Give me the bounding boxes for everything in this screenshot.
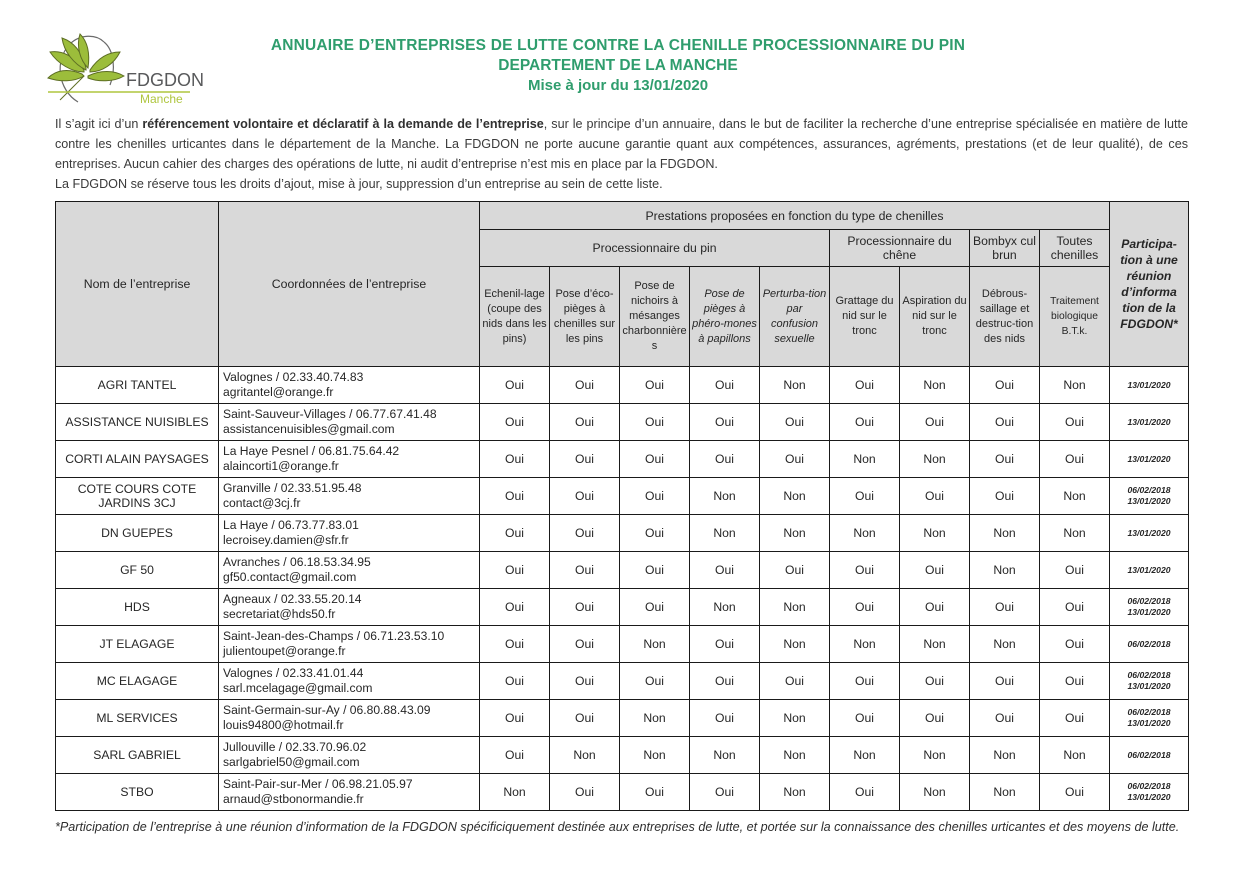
prestation-value-cell: Non [690, 478, 760, 515]
prestation-value-cell: Oui [830, 663, 900, 700]
participation-date: 13/01/2020 [1127, 527, 1171, 538]
sub-header-grattage: Grattage du nid sur le tronc [830, 267, 900, 367]
table-row [56, 441, 1189, 478]
prestation-value-cell: Non [830, 737, 900, 774]
company-city-phone: La Haye Pesnel / 06.81.75.64.42 [223, 444, 400, 458]
prestation-value-cell: Non [970, 626, 1040, 663]
prestation-value-cell: Oui [760, 404, 830, 441]
company-city-phone: Avranches / 06.18.53.34.95 [223, 555, 371, 569]
prestation-value-cell: Oui [830, 404, 900, 441]
company-name-cell: COTE COURS COTE JARDINS 3CJ [56, 478, 219, 515]
group-header-chene: Processionnaire du chêne [830, 230, 970, 267]
prestation-value-cell: Oui [620, 589, 690, 626]
prestation-value-cell: Oui [970, 441, 1040, 478]
company-city-phone: Saint-Pair-sur-Mer / 06.98.21.05.97 [223, 777, 413, 791]
prestation-value-cell: Non [900, 737, 970, 774]
table-row [56, 700, 1189, 737]
company-city-phone: Saint-Jean-des-Champs / 06.71.23.53.10 [223, 629, 445, 643]
prestation-value-cell: Oui [830, 700, 900, 737]
participation-date: 13/01/2020 [1127, 496, 1171, 506]
company-city-phone: Valognes / 02.33.41.01.44 [223, 666, 364, 680]
prestation-value-cell: Non [620, 737, 690, 774]
company-name-cell: ASSISTANCE NUISIBLES [56, 404, 219, 441]
col-header-participation: Participa-tion à une réunion d’informa tion de la FDGDON* [1110, 202, 1189, 367]
participation-date: 13/01/2020 [1127, 792, 1171, 802]
prestation-value-cell: Oui [620, 663, 690, 700]
prestation-value-cell: Non [480, 774, 550, 811]
sub-header-confusion: Perturba-tion par confusion sexuelle [760, 267, 830, 367]
participation-date: 06/02/2018 [1127, 638, 1171, 649]
footnote: *Participation de l’entreprise à une réunion d’information de la FDGDON spécificiquement destinée aux entreprises de lutte, et portée sur la connaissance des chenilles urticantes et des moyens de lutte. [55, 820, 1180, 834]
prestation-value-cell: Oui [690, 663, 760, 700]
prestation-value-cell: Oui [1040, 663, 1110, 700]
prestation-value-cell: Oui [1040, 774, 1110, 811]
participation-date-cell [1110, 367, 1189, 404]
intro-lead: Il s’agit ici d’un [55, 117, 143, 131]
company-name-cell: CORTI ALAIN PAYSAGES [56, 441, 219, 478]
group-header-bombyx: Bombyx cul brun [970, 230, 1040, 267]
sub-header-ecopieges: Pose d’éco-pièges à chenilles sur les pins [550, 267, 620, 367]
company-email: lecroisey.damien@sfr.fr [223, 533, 349, 547]
prestation-value-cell: Non [760, 737, 830, 774]
prestation-value-cell: Non [620, 626, 690, 663]
page-header [0, 0, 1236, 108]
page-title-line1: ANNUAIRE D’ENTREPRISES DE LUTTE CONTRE LA CHENILLE PROCESSIONNAIRE DU PIN [270, 37, 966, 54]
prestation-value-cell: Non [970, 774, 1040, 811]
company-name-cell: GF 50 [56, 552, 219, 589]
prestation-value-cell: Oui [480, 515, 550, 552]
table-row [56, 663, 1189, 700]
prestation-value-cell: Oui [1040, 589, 1110, 626]
company-name-cell: HDS [56, 589, 219, 626]
prestation-value-cell: Oui [1040, 626, 1110, 663]
page-title-line3: Mise à jour du 13/01/2020 [527, 77, 709, 94]
participation-date: 13/01/2020 [1127, 681, 1171, 691]
prestation-value-cell: Oui [900, 663, 970, 700]
prestation-value-cell: Oui [620, 441, 690, 478]
prestation-value-cell: Oui [830, 589, 900, 626]
company-email: alaincorti1@orange.fr [223, 459, 339, 473]
prestation-value-cell: Oui [690, 367, 760, 404]
col-header-prestations: Prestations proposées en fonction du type de chenilles [480, 202, 1110, 230]
company-coords-cell [219, 552, 480, 589]
participation-date-cell [1110, 552, 1189, 589]
sub-header-nichoirs: Pose de nichoirs à mésanges charbonnières [620, 267, 690, 367]
prestation-value-cell: Oui [480, 663, 550, 700]
logo-leaves [48, 34, 124, 100]
participation-date: 13/01/2020 [1127, 379, 1171, 390]
participation-date: 06/02/2018 [1127, 485, 1171, 495]
prestation-value-cell: Oui [690, 774, 760, 811]
company-city-phone: La Haye / 06.73.77.83.01 [223, 518, 359, 532]
prestation-value-cell: Non [830, 626, 900, 663]
company-email: secretariat@hds50.fr [223, 607, 336, 621]
prestation-value-cell: Oui [550, 367, 620, 404]
prestation-value-cell: Non [1040, 367, 1110, 404]
prestation-value-cell: Oui [550, 589, 620, 626]
prestation-value-cell: Non [970, 515, 1040, 552]
prestation-value-cell: Non [620, 700, 690, 737]
participation-date: 13/01/2020 [1127, 453, 1171, 464]
prestation-value-cell: Oui [1040, 700, 1110, 737]
prestation-value-cell: Oui [970, 367, 1040, 404]
prestation-value-cell: Non [690, 737, 760, 774]
participation-date: 06/02/2018 [1127, 781, 1171, 791]
prestation-value-cell: Oui [900, 552, 970, 589]
fdgdon-logo [40, 30, 215, 105]
group-header-pin: Processionnaire du pin [480, 230, 830, 267]
table-row [56, 774, 1189, 811]
participation-date-cell [1110, 441, 1189, 478]
intro-paragraph [55, 114, 1188, 194]
intro-rest: , sur le principe d’un annuaire, dans le but de faciliter la recherche d’une entreprise spécialisée en matière de lutte contre les chenilles urticantes dans le département de la Manche. La FDGDON ne porte aucune garantie quant aux compétences, assurances, agréments, prestations (et de leur qualité), de ces entreprises. Aucun cahier des charges des opérations de lutte, ni audit d’entreprise n’est mis en place par la FDGDON. [55, 117, 1188, 171]
prestation-value-cell: Oui [690, 700, 760, 737]
prestation-value-cell: Non [970, 737, 1040, 774]
company-name-cell: ML SERVICES [56, 700, 219, 737]
prestation-value-cell: Oui [550, 626, 620, 663]
company-coords-cell [219, 441, 480, 478]
prestation-value-cell: Non [900, 626, 970, 663]
prestation-value-cell: Oui [480, 589, 550, 626]
participation-date: 13/01/2020 [1127, 718, 1171, 728]
prestation-value-cell: Oui [480, 367, 550, 404]
table-row [56, 515, 1189, 552]
prestation-value-cell: Non [970, 552, 1040, 589]
prestation-value-cell: Oui [620, 774, 690, 811]
prestation-value-cell: Oui [620, 367, 690, 404]
prestation-value-cell: Non [760, 774, 830, 811]
sub-header-pheromones: Pose de pièges à phéro-mones à papillons [690, 267, 760, 367]
prestation-value-cell: Non [760, 589, 830, 626]
sub-header-aspiration: Aspiration du nid sur le tronc [900, 267, 970, 367]
prestation-value-cell: Oui [480, 552, 550, 589]
intro-bold: référencement volontaire et déclaratif à la demande de l’entreprise [142, 117, 544, 131]
prestation-value-cell: Oui [550, 515, 620, 552]
company-coords-cell [219, 774, 480, 811]
prestation-value-cell: Non [760, 626, 830, 663]
intro-line2: La FDGDON se réserve tous les droits d’ajout, mise à jour, suppression d’un entreprise au sein de cette liste. [55, 177, 663, 191]
company-city-phone: Jullouville / 02.33.70.96.02 [223, 740, 367, 754]
company-email: sarlgabriel50@gmail.com [223, 755, 360, 769]
logo-text-manche: Manche [140, 92, 183, 105]
logo-text-fdgdon: FDGDON [126, 70, 204, 90]
prestation-value-cell: Oui [620, 404, 690, 441]
prestation-value-cell: Oui [690, 441, 760, 478]
sub-header-debroussaillage: Débrous-saillage et destruc-tion des nids [970, 267, 1040, 367]
prestation-value-cell: Oui [620, 552, 690, 589]
company-email: louis94800@hotmail.fr [223, 718, 344, 732]
prestation-value-cell: Oui [830, 774, 900, 811]
page-title-line2: DEPARTEMENT DE LA MANCHE [498, 57, 738, 74]
company-email: contact@3cj.fr [223, 496, 301, 510]
prestation-value-cell: Oui [760, 552, 830, 589]
prestation-value-cell: Non [760, 700, 830, 737]
group-header-toutes: Toutes chenilles [1040, 230, 1110, 267]
table-row [56, 404, 1189, 441]
prestation-value-cell: Oui [620, 478, 690, 515]
participation-date: 13/01/2020 [1127, 564, 1171, 575]
prestation-value-cell: Oui [690, 626, 760, 663]
prestation-value-cell: Oui [550, 441, 620, 478]
prestation-value-cell: Oui [900, 404, 970, 441]
company-email: agritantel@orange.fr [223, 385, 334, 399]
company-coords-cell [219, 367, 480, 404]
prestation-value-cell: Non [900, 441, 970, 478]
table-row [56, 626, 1189, 663]
prestation-value-cell: Oui [550, 404, 620, 441]
company-name-cell: STBO [56, 774, 219, 811]
prestation-value-cell: Non [760, 478, 830, 515]
company-city-phone: Agneaux / 02.33.55.20.14 [223, 592, 362, 606]
participation-date-cell [1110, 663, 1189, 700]
participation-date: 13/01/2020 [1127, 416, 1171, 427]
company-table-body [56, 367, 1189, 811]
prestation-value-cell: Oui [1040, 552, 1110, 589]
company-table [55, 201, 1189, 811]
participation-date-cell [1110, 404, 1189, 441]
prestation-value-cell: Oui [970, 404, 1040, 441]
company-city-phone: Saint-Sauveur-Villages / 06.77.67.41.48 [223, 407, 437, 421]
prestation-value-cell: Oui [900, 700, 970, 737]
company-email: arnaud@stbonormandie.fr [223, 792, 364, 806]
table-row [56, 478, 1189, 515]
participation-date-cell [1110, 589, 1189, 626]
prestation-value-cell: Oui [480, 404, 550, 441]
prestation-value-cell: Oui [970, 478, 1040, 515]
prestation-value-cell: Non [760, 367, 830, 404]
company-email: julientoupet@orange.fr [223, 644, 346, 658]
company-email: gf50.contact@gmail.com [223, 570, 357, 584]
company-name-cell: JT ELAGAGE [56, 626, 219, 663]
prestation-value-cell: Oui [970, 663, 1040, 700]
prestation-value-cell: Non [690, 589, 760, 626]
prestation-value-cell: Oui [620, 515, 690, 552]
prestation-value-cell: Non [1040, 478, 1110, 515]
table-row [56, 737, 1189, 774]
prestation-value-cell: Oui [550, 663, 620, 700]
participation-date: 06/02/2018 [1127, 596, 1171, 606]
participation-date-cell [1110, 737, 1189, 774]
prestation-value-cell: Oui [550, 700, 620, 737]
participation-date: 13/01/2020 [1127, 607, 1171, 617]
company-coords-cell [219, 515, 480, 552]
col-header-name: Nom de l’entreprise [56, 202, 219, 367]
prestation-value-cell: Oui [550, 774, 620, 811]
table-header [56, 202, 1189, 367]
company-coords-cell [219, 404, 480, 441]
company-city-phone: Granville / 02.33.51.95.48 [223, 481, 362, 495]
company-coords-cell [219, 626, 480, 663]
prestation-value-cell: Non [900, 367, 970, 404]
company-name-cell: MC ELAGAGE [56, 663, 219, 700]
prestation-value-cell: Oui [550, 552, 620, 589]
prestation-value-cell: Oui [550, 478, 620, 515]
prestation-value-cell: Non [1040, 515, 1110, 552]
prestation-value-cell: Non [550, 737, 620, 774]
company-email: assistancenuisibles@gmail.com [223, 422, 395, 436]
prestation-value-cell: Non [690, 515, 760, 552]
prestation-value-cell: Oui [830, 478, 900, 515]
prestation-value-cell: Oui [690, 404, 760, 441]
company-name-cell: AGRI TANTEL [56, 367, 219, 404]
table-row [56, 367, 1189, 404]
sub-header-echenillage: Echenil-lage (coupe des nids dans les pins) [480, 267, 550, 367]
table-row [56, 552, 1189, 589]
company-coords-cell [219, 663, 480, 700]
company-city-phone: Saint-Germain-sur-Ay / 06.80.88.43.09 [223, 703, 431, 717]
table-row [56, 589, 1189, 626]
company-name-cell: SARL GABRIEL [56, 737, 219, 774]
prestation-value-cell: Oui [970, 700, 1040, 737]
prestation-value-cell: Non [760, 515, 830, 552]
company-email: sarl.mcelagage@gmail.com [223, 681, 373, 695]
prestation-value-cell: Non [900, 515, 970, 552]
prestation-value-cell: Oui [830, 367, 900, 404]
participation-date: 06/02/2018 [1127, 749, 1171, 760]
participation-date: 06/02/2018 [1127, 707, 1171, 717]
prestation-value-cell: Non [1040, 737, 1110, 774]
prestation-value-cell: Oui [480, 626, 550, 663]
prestation-value-cell: Oui [690, 552, 760, 589]
prestation-value-cell: Non [830, 441, 900, 478]
company-coords-cell [219, 700, 480, 737]
participation-date-cell [1110, 774, 1189, 811]
participation-date-cell [1110, 515, 1189, 552]
participation-date-cell [1110, 626, 1189, 663]
prestation-value-cell: Oui [1040, 441, 1110, 478]
prestation-value-cell: Oui [480, 700, 550, 737]
prestation-value-cell: Oui [480, 478, 550, 515]
company-coords-cell [219, 478, 480, 515]
prestation-value-cell: Oui [480, 441, 550, 478]
prestation-value-cell: Non [900, 774, 970, 811]
prestation-value-cell: Non [830, 515, 900, 552]
prestation-value-cell: Oui [900, 478, 970, 515]
prestation-value-cell: Oui [480, 737, 550, 774]
col-header-coords: Coordonnées de l’entreprise [219, 202, 480, 367]
prestation-value-cell: Oui [1040, 404, 1110, 441]
prestation-value-cell: Oui [970, 589, 1040, 626]
sub-header-traitement-btk: Traitement biologique B.T.k. [1040, 267, 1110, 367]
company-coords-cell [219, 589, 480, 626]
company-name-cell: DN GUEPES [56, 515, 219, 552]
participation-date-cell [1110, 700, 1189, 737]
company-city-phone: Valognes / 02.33.40.74.83 [223, 370, 364, 384]
prestation-value-cell: Oui [760, 441, 830, 478]
participation-date: 06/02/2018 [1127, 670, 1171, 680]
company-coords-cell [219, 737, 480, 774]
prestation-value-cell: Oui [830, 552, 900, 589]
participation-date-cell [1110, 478, 1189, 515]
prestation-value-cell: Oui [760, 663, 830, 700]
prestation-value-cell: Oui [900, 589, 970, 626]
